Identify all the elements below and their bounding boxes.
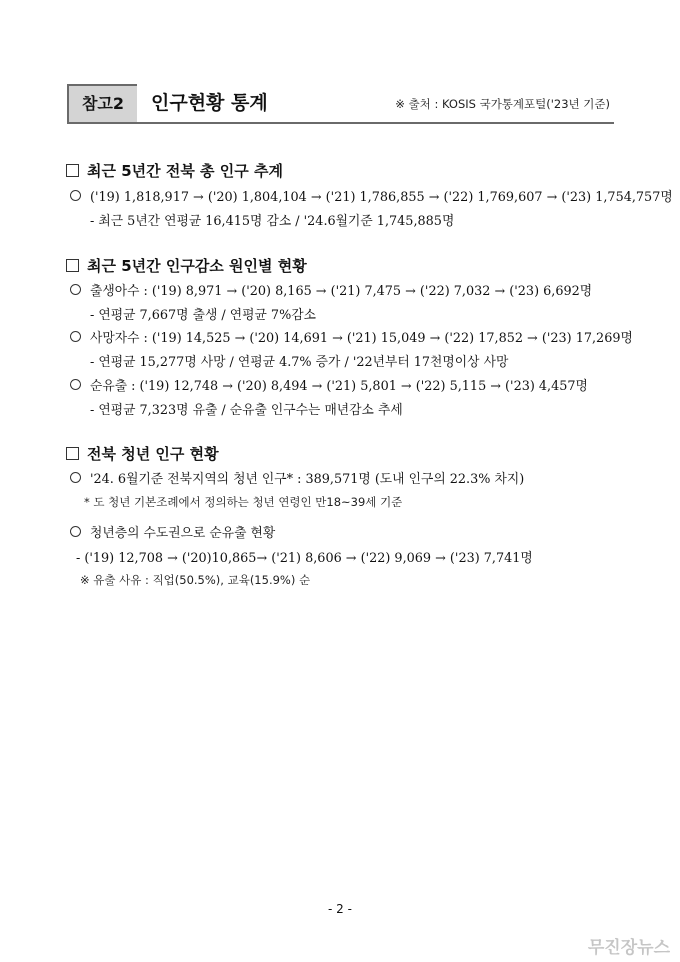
circle-bullet-icon: [70, 190, 81, 201]
square-bullet-icon: [66, 164, 79, 177]
section-heading-total-population: 최근 5년간 전북 총 인구 추계: [66, 160, 283, 181]
source-note: ※ 출처 : KOSIS 국가통계포털('23년 기준): [395, 97, 610, 111]
list-subitem: - 최근 5년간 연평균 16,415명 감소 / '24.6월기준 1,745,885명: [90, 214, 455, 229]
list-subitem: - 연평균 7,667명 출생 / 연평균 7%감소: [90, 308, 316, 323]
square-bullet-icon: [66, 447, 79, 460]
list-subitem: - 연평균 15,277명 사망 / 연평균 4.7% 증가 / '22년부터 17천명이상 사망: [90, 355, 509, 370]
section-heading-youth-population: 전북 청년 인구 현황: [66, 443, 219, 464]
list-item: 순유출 : ('19) 12,748 → ('20) 8,494 → ('21) 5,801 → ('22) 5,115 → ('23) 4,457명: [70, 375, 588, 394]
square-bullet-icon: [66, 259, 79, 272]
list-item: '24. 6월기준 전북지역의 청년 인구* : 389,571명 (도내 인구의 22.3% 차지): [70, 468, 524, 487]
note: ※ 유출 사유 : 직업(50.5%), 교육(15.9%) 순: [80, 573, 311, 587]
list-subitem: - ('19) 12,708 → ('20)10,865→ ('21) 8,606 → ('22) 9,069 → ('23) 7,741명: [76, 551, 533, 566]
circle-bullet-icon: [70, 526, 81, 537]
section-heading-decline-causes: 최근 5년간 인구감소 원인별 현황: [66, 255, 307, 276]
circle-bullet-icon: [70, 284, 81, 295]
page-title: 인구현황 통계: [151, 92, 268, 114]
page-number: - 2 -: [328, 902, 352, 916]
reference-tag: 참고2: [67, 84, 137, 122]
footnote: * 도 청년 기본조례에서 정의하는 청년 연령인 만18~39세 기준: [84, 495, 403, 509]
circle-bullet-icon: [70, 331, 81, 342]
list-subitem: - 연평균 7,323명 유출 / 순유출 인구수는 매년감소 추세: [90, 403, 403, 418]
list-item: 출생아수 : ('19) 8,971 → ('20) 8,165 → ('21) 7,475 → ('22) 7,032 → ('23) 6,692명: [70, 280, 592, 299]
list-item: 사망자수 : ('19) 14,525 → ('20) 14,691 → ('21) 15,049 → ('22) 17,852 → ('23) 17,269명: [70, 327, 633, 346]
circle-bullet-icon: [70, 379, 81, 390]
list-item: 청년층의 수도권으로 순유출 현황: [70, 522, 275, 541]
page-header: [67, 84, 614, 124]
list-item: ('19) 1,818,917 → ('20) 1,804,104 → ('21) 1,786,855 → ('22) 1,769,607 → ('23) 1,754,757명: [70, 186, 673, 205]
watermark-logo: 무진장뉴스: [587, 938, 670, 958]
circle-bullet-icon: [70, 472, 81, 483]
